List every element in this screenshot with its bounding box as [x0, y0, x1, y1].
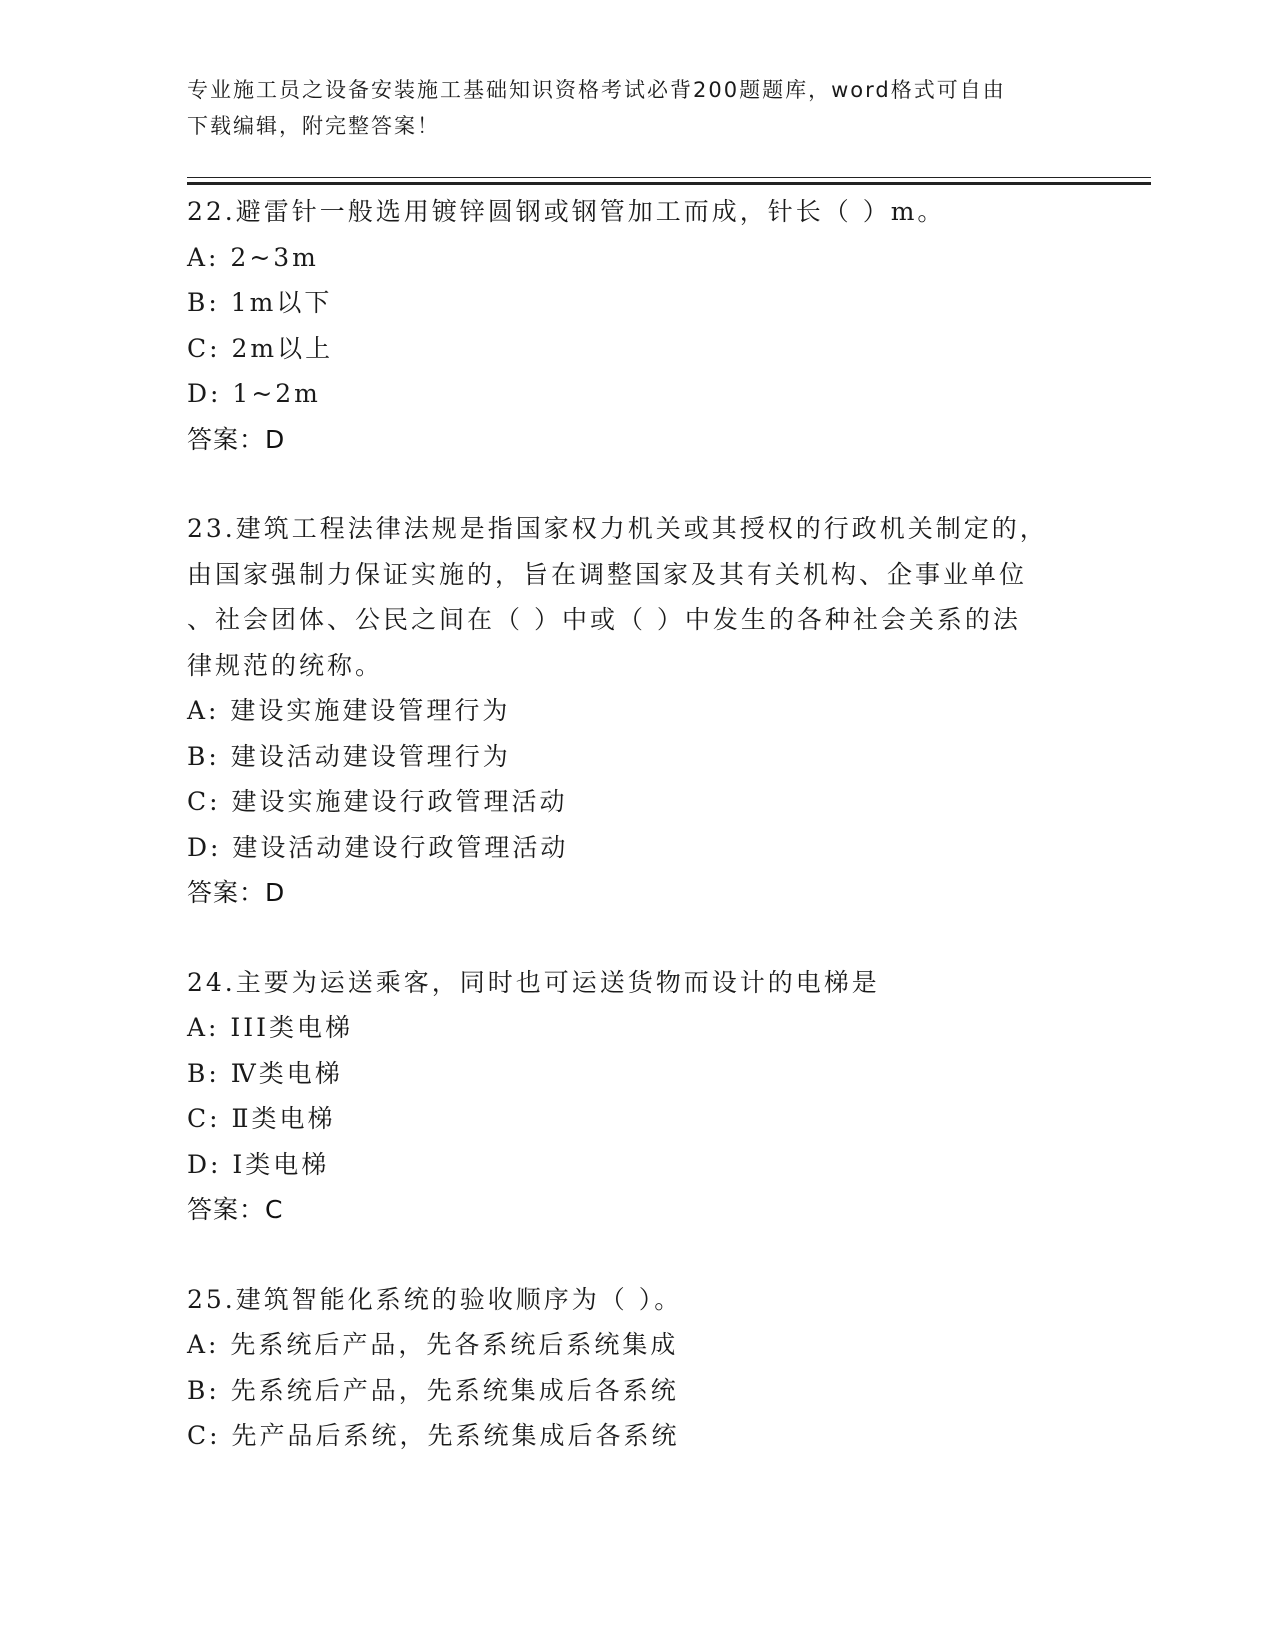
- option-d: D: I类电梯: [187, 1149, 330, 1179]
- option-c: C: Ⅱ类电梯: [187, 1104, 336, 1133]
- option-a: A: III类电梯: [187, 1013, 354, 1042]
- answer-line: 答案：D: [187, 424, 286, 454]
- question-list: [187, 189, 1087, 1459]
- option-c: C: 先产品后系统，先系统集成后各系统: [187, 1421, 680, 1450]
- question-stem: [187, 189, 1087, 235]
- header-line-1: 专业施工员之设备安装施工基础知识资格考试必背200题题库，word格式可自由: [187, 78, 1006, 102]
- header-divider-thick: [187, 182, 1151, 185]
- stem-line: 24.主要为运送乘客，同时也可运送货物而设计的电梯是: [187, 967, 880, 997]
- stem-line: 、社会团体、公民之间在（ ）中或（ ）中发生的各种社会关系的法: [187, 605, 1021, 634]
- answer-line: 答案：C: [187, 1195, 284, 1224]
- option-d: D: 建设活动建设行政管理活动: [187, 832, 569, 862]
- option-c: C: 建设实施建设行政管理活动: [187, 787, 568, 816]
- option-b: B: 建设活动建设管理行为: [187, 741, 511, 771]
- stem-line: 23.建筑工程法律法规是指国家权力机关或其授权的行政机关制定的，: [187, 514, 1048, 543]
- header-divider-thin: [187, 177, 1151, 178]
- document-header: [187, 72, 1087, 144]
- option-a: A: 建设实施建设管理行为: [187, 696, 511, 725]
- question-22: [187, 189, 1087, 462]
- option-b: B: 先系统后产品，先系统集成后各系统: [187, 1375, 679, 1405]
- option-b: B: Ⅳ类电梯: [187, 1058, 343, 1088]
- question-stem: [187, 506, 1087, 688]
- question-24: [187, 960, 1087, 1233]
- question-spacer: [187, 462, 1087, 506]
- question-spacer: [187, 1233, 1087, 1277]
- answer-line: 答案：D: [187, 878, 286, 907]
- stem-line: 律规范的统称。: [187, 650, 384, 680]
- option-c: C: 2m以上: [187, 333, 334, 363]
- question-stem: [187, 1277, 1087, 1323]
- question-25: [187, 1277, 1087, 1459]
- question-23: [187, 506, 1087, 916]
- question-stem: [187, 960, 1087, 1006]
- option-a: A: 2~3m: [187, 242, 319, 272]
- stem-line: 22.避雷针一般选用镀锌圆钢或钢管加工而成，针长（ ）m。: [187, 197, 946, 226]
- stem-line: 由国家强制力保证实施的，旨在调整国家及其有关机构、企事业单位: [187, 559, 1028, 589]
- stem-line: 25.建筑智能化系统的验收顺序为（ ）。: [187, 1284, 683, 1314]
- header-line-2: 下载编辑，附完整答案！: [187, 114, 440, 138]
- option-a: A: 先系统后产品，先各系统后系统集成: [187, 1330, 679, 1359]
- option-d: D: 1~2m: [187, 379, 321, 408]
- question-spacer: [187, 916, 1087, 960]
- option-b: B: 1m以下: [187, 288, 333, 317]
